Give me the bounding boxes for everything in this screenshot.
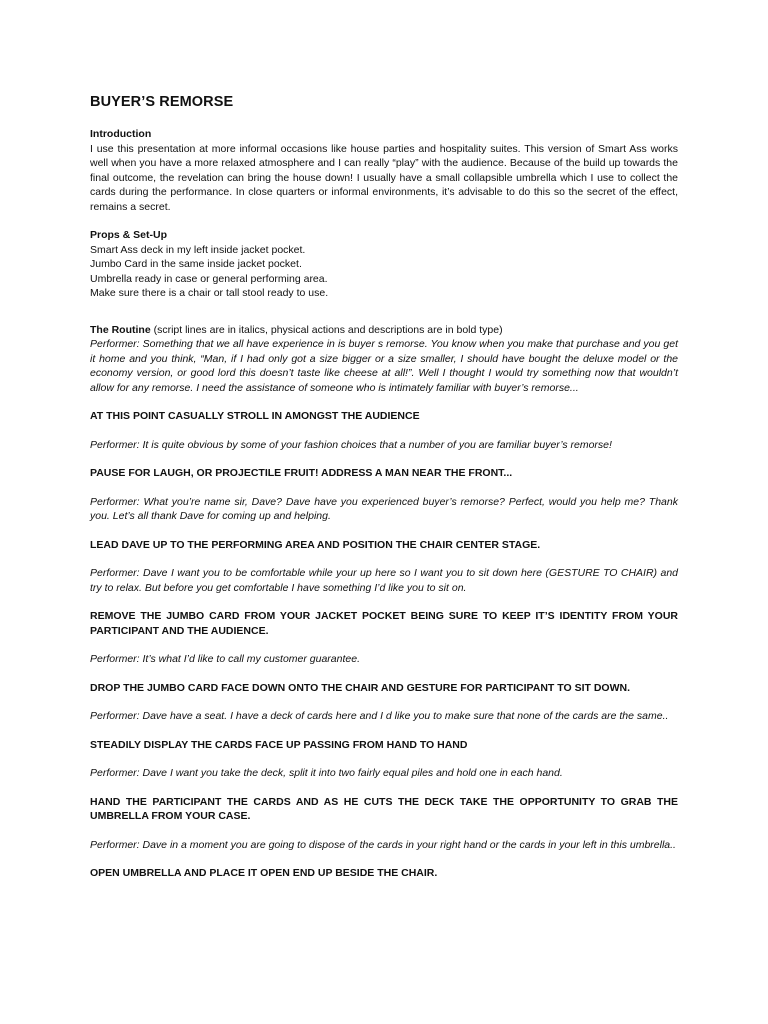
introduction-heading: Introduction <box>90 128 152 140</box>
script-line: Performer: What you’re name sir, Dave? Dave have you experienced buyer’s remorse? Perfect, would you help me? Thank you. Let’s all thank Dave for coming up and helping. <box>90 495 678 522</box>
props-line: Umbrella ready in case or general performing area. <box>90 272 328 285</box>
action-line: REMOVE THE JUMBO CARD FROM YOUR JACKET POCKET BEING SURE TO KEEP IT’S IDENTITY FROM YOUR PARTICIPANT AND THE AUDIENCE. <box>90 610 678 637</box>
action-line: OPEN UMBRELLA AND PLACE IT OPEN END UP BESIDE THE CHAIR. <box>90 867 438 879</box>
script-line: Performer: It is quite obvious by some of your fashion choices that a number of you are familiar buyer’s remorse! <box>90 438 612 451</box>
props-line: Smart Ass deck in my left inside jacket pocket. <box>90 243 306 256</box>
script-line: Performer: It’s what I’d like to call my customer guarantee. <box>90 653 360 665</box>
action-line: HAND THE PARTICIPANT THE CARDS AND AS HE CUTS THE DECK TAKE THE OPPORTUNITY TO GRAB THE UMBRELLA FROM YOUR CASE. <box>90 795 678 822</box>
action-line: LEAD DAVE UP TO THE PERFORMING AREA AND POSITION THE CHAIR CENTER STAGE. <box>90 538 541 551</box>
props-section <box>90 228 678 301</box>
script-line: Performer: Dave have a seat. I have a deck of cards here and I d like you to make sure that none of the cards are the same.. <box>90 710 669 722</box>
routine-section <box>90 323 678 881</box>
introduction-text: I use this presentation at more informal occasions like house parties and hospitality suites. This version of Smart Ass works well when you have a more relaxed atmosphere and I can really “play” with the audience. Because of the build up towards the final outcome, the revelation can bring the house down! I usually have a small collapsible umbrella which I use to collect the cards during the performance. In close quarters or informal environments, it’s advisable to do this so the secret of the effect, remains a secret. <box>90 142 678 213</box>
props-heading: Props & Set-Up <box>90 229 168 241</box>
introduction-section <box>90 127 678 214</box>
routine-heading <box>90 323 678 338</box>
script-line: Performer: Something that we all have experience in is buyer s remorse. You know when you make that purchase and you get it home and you think, “Man, if I had only got a size bigger or a size smaller, I should have bought the deluxe model or the economy version, or good lord this doesn’t taste like cheese at all!”. Well I thought I would try something now that wouldn’t allow for any remorse. I need the assistance of someone who is intimately familiar with buyer’s remorse... <box>90 338 678 394</box>
action-line: AT THIS POINT CASUALLY STROLL IN AMONGST THE AUDIENCE <box>90 410 420 422</box>
action-line: DROP THE JUMBO CARD FACE DOWN ONTO THE CHAIR AND GESTURE FOR PARTICIPANT TO SIT DOWN. <box>90 681 630 694</box>
props-line: Make sure there is a chair or tall stool ready to use. <box>90 287 329 299</box>
action-line: PAUSE FOR LAUGH, OR PROJECTILE FRUIT! ADDRESS A MAN NEAR THE FRONT... <box>90 467 513 479</box>
script-line: Performer: Dave I want you take the deck, split it into two fairly equal piles and hold one in each hand. <box>90 767 563 779</box>
page-title: BUYER’S REMORSE <box>90 94 234 110</box>
routine-heading-label: The Routine <box>90 323 151 336</box>
script-line: Performer: Dave I want you to be comfortable while your up here so I want you to sit down here (GESTURE TO CHAIR) and try to relax. But before you get comfortable I have something I’d like you to sit on. <box>90 567 678 594</box>
script-line: Performer: Dave in a moment you are going to dispose of the cards in your right hand or the cards in your left in this umbrella.. <box>90 838 676 851</box>
routine-heading-note: (script lines are in italics, physical actions and descriptions are in bold type) <box>150 323 503 336</box>
props-line: Jumbo Card in the same inside jacket pocket. <box>90 258 302 270</box>
action-line: STEADILY DISPLAY THE CARDS FACE UP PASSING FROM HAND TO HAND <box>90 738 468 751</box>
